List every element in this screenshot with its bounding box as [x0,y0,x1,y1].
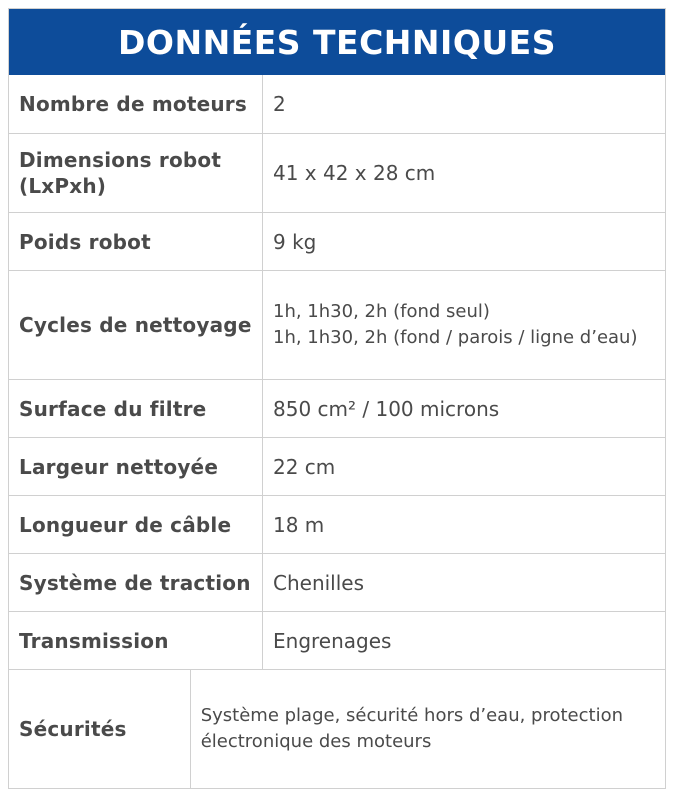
table-row-weight [9,212,665,270]
table-row-motors [9,75,665,133]
table-row-cleaning-width [9,437,665,495]
table-body [9,75,665,788]
row-label: Cycles de nettoyage [9,271,263,379]
table-row-cleaning-cycles [9,270,665,379]
table-row-safety [9,669,665,788]
row-label: Surface du filtre [9,380,263,437]
row-value: Chenilles [273,570,365,595]
row-value: Engrenages [273,628,392,653]
row-label: Largeur nettoyée [9,438,263,495]
row-value: 41 x 42 x 28 cm [273,161,436,185]
table-row-traction [9,553,665,611]
row-label: Système de traction [9,554,263,611]
row-value-line: 1h, 1h30, 2h (fond / parois / ligne d’eau) [273,327,638,348]
technical-data-table [8,8,666,789]
row-value: 2 [273,92,286,116]
row-value: 22 cm [273,454,336,479]
row-label: Transmission [9,612,263,669]
row-label: Longueur de câble [9,496,263,553]
row-value-line: 1h, 1h30, 2h (fond seul) [273,300,490,322]
row-label: Nombre de moteurs [9,75,263,133]
table-row-dimensions [9,133,665,212]
row-label: Sécurités [9,670,191,788]
row-label: Poids robot [9,213,263,270]
row-value: 850 cm² / 100 microns [273,396,500,421]
row-value [263,271,665,379]
row-value: 18 m [273,512,325,537]
table-row-cable-length [9,495,665,553]
table-row-filter-surface [9,379,665,437]
table-title: DONNÉES TECHNIQUES [9,9,665,75]
row-value: 9 kg [273,229,317,254]
row-label: Dimensions robot (LxPxh) [9,134,263,212]
row-value: Système plage, sécurité hors d’eau, protection électronique des moteurs [200,704,624,752]
table-row-transmission [9,611,665,669]
